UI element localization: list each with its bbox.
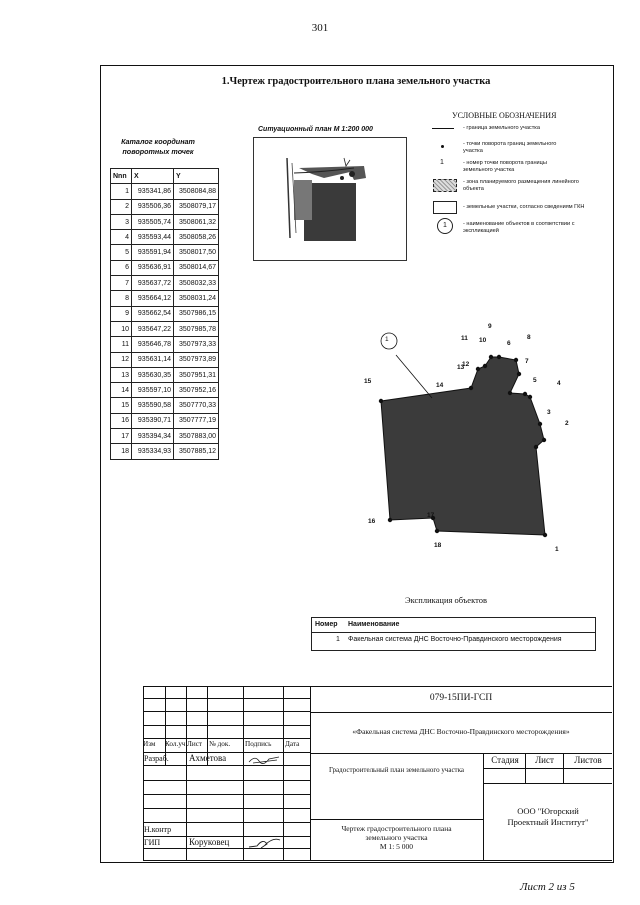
table-cell: 3507973,33 xyxy=(174,337,219,352)
explication-row-number: 1 xyxy=(336,636,340,643)
table-row xyxy=(111,352,219,367)
table-cell: 18 xyxy=(111,444,132,459)
table-cell: 3507951,31 xyxy=(174,367,219,382)
plot-point-label: 14 xyxy=(436,382,444,389)
table-row xyxy=(111,413,219,428)
page-number: 301 xyxy=(311,22,329,34)
col-date: Дата xyxy=(285,740,300,748)
object-marker-circle xyxy=(381,333,397,349)
company-line2: Проектный Институт" xyxy=(507,817,589,827)
plot-vertex-dot xyxy=(388,518,392,522)
table-row xyxy=(111,230,219,245)
table-cell: 12 xyxy=(111,352,132,367)
plot-point-label: 3 xyxy=(547,409,551,416)
table-row xyxy=(111,398,219,413)
table-cell: 935334,93 xyxy=(132,444,174,459)
plot-point-label: 18 xyxy=(434,542,442,549)
drawing-name-line2: земельного участка xyxy=(365,833,428,842)
land-plot-shape xyxy=(381,357,545,535)
object-marker-label: 1 xyxy=(385,336,389,343)
table-cell: 11 xyxy=(111,337,132,352)
table-cell: 3508084,88 xyxy=(174,184,219,199)
legend-hatch-symbol xyxy=(433,179,457,192)
table-cell: 3507883,00 xyxy=(174,429,219,444)
plot-point-label: 17 xyxy=(427,512,435,519)
role-norm-control: Н.контр xyxy=(144,825,172,834)
table-cell: 3508014,67 xyxy=(174,260,219,275)
explication-table xyxy=(311,617,596,651)
drawing-name-line1: Чертеж градостроительного плана xyxy=(341,824,452,833)
table-cell: 7 xyxy=(111,276,132,291)
catalog-title xyxy=(108,137,208,157)
title-block xyxy=(143,686,612,861)
table-row xyxy=(111,214,219,229)
col-header: X xyxy=(132,169,174,184)
table-cell: 3508079,17 xyxy=(174,199,219,214)
table-cell: 10 xyxy=(111,321,132,336)
table-cell: 8 xyxy=(111,291,132,306)
table-cell: 3508061,32 xyxy=(174,214,219,229)
table-cell: 6 xyxy=(111,260,132,275)
table-cell: 935394,34 xyxy=(132,429,174,444)
plot-point-label: 8 xyxy=(527,334,531,341)
table-cell: 3507777,19 xyxy=(174,413,219,428)
plot-point-label: 16 xyxy=(368,518,376,525)
plot-point-label: 11 xyxy=(461,335,468,342)
legend-title: УСЛОВНЫЕ ОБОЗНАЧЕНИЯ xyxy=(452,111,557,120)
role-chief-engineer: ГИП xyxy=(144,838,161,847)
table-row xyxy=(111,429,219,444)
plot-point-label: 15 xyxy=(364,378,372,385)
table-cell: 9 xyxy=(111,306,132,321)
legend xyxy=(425,123,605,248)
explication-row-name: Факельная система ДНС Восточно-Правдинского месторождения xyxy=(348,636,562,643)
plot-vertex-dot xyxy=(534,445,538,449)
table-cell: 935593,44 xyxy=(132,230,174,245)
table-cell: 935590,58 xyxy=(132,398,174,413)
plot-point-label: 6 xyxy=(507,340,511,347)
table-cell: 1 xyxy=(111,184,132,199)
table-cell: 935591,94 xyxy=(132,245,174,260)
plot-vertex-dot xyxy=(528,395,532,399)
table-row xyxy=(111,383,219,398)
col-kol: Кол.уч xyxy=(165,740,186,748)
plot-vertex-dot xyxy=(542,438,546,442)
coordinates-table xyxy=(110,168,219,460)
table-row xyxy=(111,367,219,382)
plot-vertex-dot xyxy=(523,392,527,396)
name-chief-engineer: Коруковец xyxy=(189,837,230,847)
table-cell: 4 xyxy=(111,230,132,245)
name-developer: Ахметова xyxy=(189,753,227,763)
land-plot-drawing xyxy=(355,320,595,565)
plot-point-label: 1 xyxy=(555,546,559,553)
legend-item: - земельные участки, согласно сведениям ГКН xyxy=(463,204,585,210)
company-name xyxy=(484,806,612,828)
table-cell: 3507885,12 xyxy=(174,444,219,459)
table-cell: 3507770,33 xyxy=(174,398,219,413)
plot-point-label: 12 xyxy=(462,361,470,368)
table-cell: 935597,10 xyxy=(132,383,174,398)
col-header: Nnn xyxy=(111,169,132,184)
table-cell: 13 xyxy=(111,367,132,382)
table-cell: 15 xyxy=(111,398,132,413)
drawing-name xyxy=(310,824,483,851)
table-cell: 3508032,33 xyxy=(174,276,219,291)
plot-vertex-dot xyxy=(497,355,501,359)
table-cell: 3507952,16 xyxy=(174,383,219,398)
legend-rect-symbol xyxy=(433,201,457,214)
plot-point-label: 7 xyxy=(525,358,529,365)
table-cell: 17 xyxy=(111,429,132,444)
explication-header-number: Номер xyxy=(315,621,338,628)
table-cell: 935390,71 xyxy=(132,413,174,428)
col-header: Y xyxy=(174,169,219,184)
table-cell: 3508017,50 xyxy=(174,245,219,260)
drawing-scale: М 1: 5 000 xyxy=(379,842,414,851)
table-row xyxy=(111,245,219,260)
table-row xyxy=(111,184,219,199)
stage-header: Стадия xyxy=(491,755,519,765)
plot-vertex-dot xyxy=(483,364,487,368)
document-code: 079-15ПИ-ГСП xyxy=(429,693,493,703)
table-cell: 935637,72 xyxy=(132,276,174,291)
plot-vertex-dot xyxy=(543,533,547,537)
sheet-header: Лист xyxy=(535,755,554,765)
legend-item: - граница земельного участка xyxy=(463,125,540,131)
table-cell: 3507973,89 xyxy=(174,352,219,367)
sheets-header: Листов xyxy=(574,755,602,765)
table-row xyxy=(111,444,219,459)
table-cell: 935631,14 xyxy=(132,352,174,367)
legend-item: - номер точки поворота границы земельного участка xyxy=(463,160,547,173)
legend-line-symbol xyxy=(432,128,454,129)
table-row xyxy=(111,321,219,336)
table-cell: 3508058,26 xyxy=(174,230,219,245)
table-cell: 935341,86 xyxy=(132,184,174,199)
table-cell: 935505,74 xyxy=(132,214,174,229)
signature-chief-engineer xyxy=(247,836,283,849)
plot-vertex-dot xyxy=(514,358,518,362)
plot-vertex-dot xyxy=(517,372,521,376)
table-cell: 935646,78 xyxy=(132,337,174,352)
table-cell: 935664,12 xyxy=(132,291,174,306)
catalog-title-line1: Каталог координат xyxy=(121,137,195,146)
col-sign: Подпись xyxy=(245,740,272,748)
col-list: Лист xyxy=(187,740,203,748)
explication-title: Экспликация объектов xyxy=(405,595,487,605)
table-cell: 14 xyxy=(111,383,132,398)
table-row xyxy=(111,306,219,321)
plot-vertex-dot xyxy=(489,355,493,359)
plot-point-label: 2 xyxy=(565,420,569,427)
plot-vertex-dot xyxy=(379,399,383,403)
plot-vertex-dot xyxy=(435,529,439,533)
table-cell: 3507986,15 xyxy=(174,306,219,321)
sheet-footer: Лист 2 из 5 xyxy=(520,881,575,893)
table-cell: 935647,22 xyxy=(132,321,174,336)
plot-vertex-dot xyxy=(508,391,512,395)
table-cell: 5 xyxy=(111,245,132,260)
project-name: «Факельная система ДНС Восточно-Правдинского месторождения» xyxy=(352,727,570,736)
drawing-title: 1.Чертеж градостроительного плана земельного участка xyxy=(221,76,491,87)
table-cell: 16 xyxy=(111,413,132,428)
legend-item: - зона планируемого размещения линейного объекта xyxy=(463,179,579,192)
legend-num-symbol: 1 xyxy=(440,159,444,166)
table-cell: 3 xyxy=(111,214,132,229)
legend-item: - наименование объектов в соответствии с экспликацией xyxy=(463,221,575,234)
table-cell: 2 xyxy=(111,199,132,214)
table-cell: 935506,36 xyxy=(132,199,174,214)
catalog-title-line2: поворотных точек xyxy=(122,147,194,156)
table-row xyxy=(111,337,219,352)
explication-header-name: Наименование xyxy=(348,621,400,628)
situation-plan-title: Ситуационный план М 1:200 000 xyxy=(258,126,373,133)
table-row xyxy=(111,260,219,275)
table-row xyxy=(111,199,219,214)
table-cell: 3507985,78 xyxy=(174,321,219,336)
col-doc: № док. xyxy=(209,740,231,748)
table-row xyxy=(111,291,219,306)
signature-developer xyxy=(247,754,281,765)
situation-plan-map xyxy=(253,137,407,261)
plot-point-label: 4 xyxy=(557,380,561,387)
company-line1: ООО "Югорский xyxy=(517,806,579,816)
table-row xyxy=(111,276,219,291)
legend-dot-symbol xyxy=(441,145,444,148)
table-cell: 3508031,24 xyxy=(174,291,219,306)
plot-point-label: 5 xyxy=(533,377,537,384)
col-izm: Изм xyxy=(143,740,156,748)
legend-item: - точки поворота границ земельного участка xyxy=(463,141,557,154)
plot-point-label: 10 xyxy=(479,337,487,344)
table-cell: 935630,35 xyxy=(132,367,174,382)
plot-vertex-dot xyxy=(476,367,480,371)
plot-vertex-dot xyxy=(538,422,542,426)
plot-vertex-dot xyxy=(469,386,473,390)
legend-circle-symbol: 1 xyxy=(437,218,453,234)
document-name: Градостроительный план земельного участка xyxy=(328,766,465,774)
plot-point-label: 13 xyxy=(457,364,465,371)
table-cell: 935662,54 xyxy=(132,306,174,321)
table-cell: 935636,91 xyxy=(132,260,174,275)
plot-point-label: 9 xyxy=(488,323,492,330)
role-developer: Разраб. xyxy=(144,754,169,763)
